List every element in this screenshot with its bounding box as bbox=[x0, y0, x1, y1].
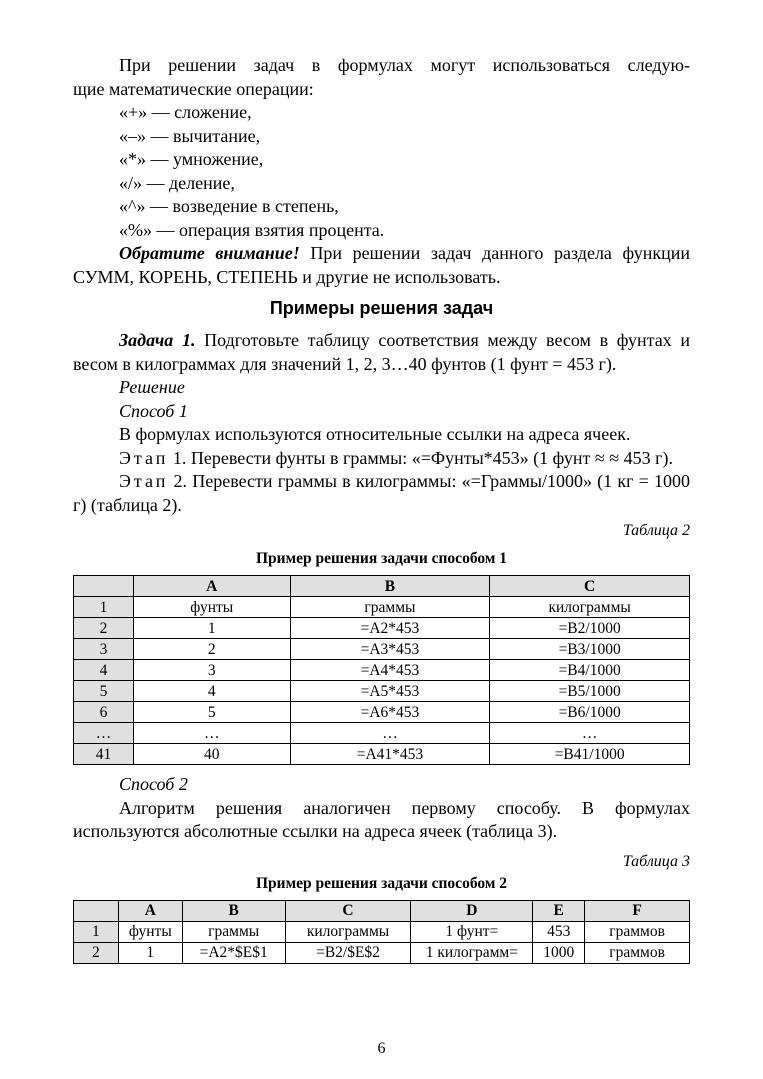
row-number: 2 bbox=[74, 618, 134, 639]
table-cell: фунты bbox=[133, 597, 290, 618]
table-header-cell: A bbox=[133, 576, 290, 597]
table-cell: фунты bbox=[118, 921, 182, 942]
table2-number: Таблица 2 bbox=[622, 522, 690, 539]
table-header-cell: E bbox=[533, 900, 585, 921]
table-cell: =B4/1000 bbox=[490, 660, 690, 681]
table-cell: 4 bbox=[133, 681, 290, 702]
solution-heading: Решение bbox=[119, 377, 185, 397]
table-row bbox=[74, 723, 690, 744]
table-cell: граммы bbox=[290, 597, 490, 618]
intro-line-1: При решении задач в формулах могут использоваться следую- bbox=[119, 55, 690, 75]
row-number: 5 bbox=[74, 681, 134, 702]
stage2-text: 2. Перевести граммы в килограммы: «=Граммы/1000» (1 кг = 1000 г) (таблица 2). bbox=[73, 471, 690, 515]
table2-title: Пример решения задачи способом 1 bbox=[256, 550, 507, 567]
method2-heading: Способ 2 bbox=[119, 774, 188, 794]
table3-title: Пример решения задачи способом 2 bbox=[256, 874, 507, 892]
row-number: 1 bbox=[74, 921, 119, 942]
page-content bbox=[73, 54, 690, 964]
operation-item: «–» — вычитание, bbox=[119, 125, 261, 146]
table-cell: граммов bbox=[585, 921, 690, 942]
row-number: 1 bbox=[74, 597, 134, 618]
stage2-paragraph bbox=[73, 470, 690, 517]
table-cell: 1000 bbox=[533, 942, 585, 963]
table-cell: =A3*453 bbox=[290, 639, 490, 660]
table-cell: =A5*453 bbox=[290, 681, 490, 702]
row-number: 2 bbox=[74, 942, 119, 963]
method1-text: В формулах используются относительные ссылки на адреса ячеек. bbox=[119, 424, 631, 444]
table-header-row bbox=[74, 900, 690, 921]
stage-word: Этап bbox=[119, 447, 169, 468]
table-row bbox=[74, 942, 690, 963]
method2-text: Алгоритм решения аналогичен первому способу. В формулах используются абсолютные ссылки на адреса ячеек (таблица 3). bbox=[73, 797, 690, 841]
table-row bbox=[74, 681, 690, 702]
table-header-row bbox=[74, 576, 690, 597]
table-cell: килограммы bbox=[285, 921, 411, 942]
table-header-cell bbox=[74, 576, 134, 597]
table-header-cell: B bbox=[182, 900, 285, 921]
table-cell: 453 bbox=[533, 921, 585, 942]
row-number: 41 bbox=[74, 744, 134, 765]
note-text: При решении задач данного раздела функции СУММ, КОРЕНЬ, СТЕПЕНЬ и другие не использовать. bbox=[73, 243, 691, 287]
table-cell: =A4*453 bbox=[290, 660, 490, 681]
operation-item: «%» — операция взятия процента. bbox=[119, 219, 385, 240]
table-cell: 40 bbox=[133, 744, 290, 765]
table-row bbox=[74, 660, 690, 681]
table-header-cell: F bbox=[585, 900, 690, 921]
task1-paragraph bbox=[73, 329, 690, 376]
table-row bbox=[74, 597, 690, 618]
table-cell: 3 bbox=[133, 660, 290, 681]
stage-word: Этап bbox=[119, 471, 169, 491]
note-label: Обратите внимание! bbox=[119, 243, 300, 263]
table-cell: килограммы bbox=[490, 597, 690, 618]
method1-heading: Способ 1 bbox=[119, 400, 188, 421]
table-header-cell: D bbox=[411, 900, 533, 921]
table-cell: граммов bbox=[585, 942, 690, 963]
operations-list bbox=[119, 101, 690, 242]
table-header-cell: C bbox=[490, 576, 690, 597]
page-number: 6 bbox=[377, 1040, 386, 1057]
table-cell: граммы bbox=[182, 921, 285, 942]
table-cell: 1 фунт= bbox=[411, 921, 533, 942]
table-row bbox=[74, 921, 690, 942]
stage1-paragraph bbox=[73, 447, 690, 471]
table-cell: 1 килограмм= bbox=[411, 942, 533, 963]
table-header-cell: C bbox=[285, 900, 411, 921]
table-cell: … bbox=[290, 723, 490, 744]
task1-text: Подготовьте таблицу соответствия между весом в фунтах и весом в килограммах для значений 1, 2, 3…40 фунтов (1 фунт = 453 г). bbox=[73, 330, 690, 374]
stage1-text: 1. Перевести фунты в граммы: «=Фунты*453» (1 фунт ≈ ≈ 453 г). bbox=[168, 447, 674, 468]
row-number: 4 bbox=[74, 660, 134, 681]
table-cell: … bbox=[133, 723, 290, 744]
table-header-cell: B bbox=[290, 576, 490, 597]
table-row bbox=[74, 618, 690, 639]
table-cell: =B2/1000 bbox=[490, 618, 690, 639]
row-number: … bbox=[74, 723, 134, 744]
table-row bbox=[74, 744, 690, 765]
row-number: 3 bbox=[74, 639, 134, 660]
table-cell: =B5/1000 bbox=[490, 681, 690, 702]
table-cell: =A2*453 bbox=[290, 618, 490, 639]
note-paragraph bbox=[73, 242, 690, 289]
table-row bbox=[74, 639, 690, 660]
table-row bbox=[74, 702, 690, 723]
table-cell: 1 bbox=[133, 618, 290, 639]
table-cell: =A2*$E$1 bbox=[182, 942, 285, 963]
operation-item: «^» — возведение в степень, bbox=[119, 196, 339, 216]
table3-number: Таблица 3 bbox=[622, 852, 690, 870]
table-cell: 1 bbox=[118, 942, 182, 963]
task1-label: Задача 1. bbox=[119, 330, 196, 350]
table-header-cell: A bbox=[118, 900, 182, 921]
operation-item: «+» — сложение, bbox=[119, 102, 252, 122]
table-cell: 5 bbox=[133, 702, 290, 723]
table-cell: =B6/1000 bbox=[490, 702, 690, 723]
table-header-cell bbox=[74, 900, 119, 921]
table2 bbox=[73, 575, 690, 765]
intro-line-2: щие математические операции: bbox=[73, 78, 314, 99]
table-cell: … bbox=[490, 723, 690, 744]
table3 bbox=[73, 900, 690, 964]
operation-item: «*» — умножение, bbox=[119, 149, 264, 169]
table-cell: 2 bbox=[133, 639, 290, 660]
table-cell: =A41*453 bbox=[290, 744, 490, 765]
section-title: Примеры решения задач bbox=[269, 298, 494, 318]
operation-item: «/» — деление, bbox=[119, 172, 235, 193]
table-cell: =B2/$E$2 bbox=[285, 942, 411, 963]
table-cell: =B3/1000 bbox=[490, 639, 690, 660]
table-cell: =B41/1000 bbox=[490, 744, 690, 765]
row-number: 6 bbox=[74, 702, 134, 723]
table-cell: =A6*453 bbox=[290, 702, 490, 723]
